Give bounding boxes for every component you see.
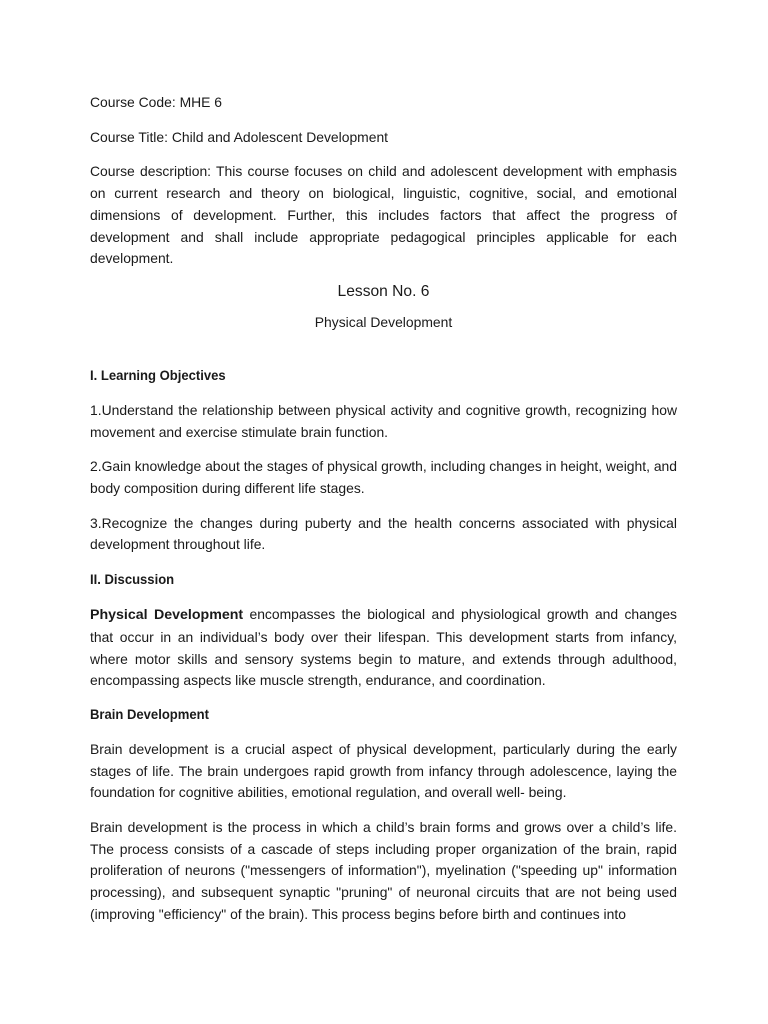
lesson-number: Lesson No. 6 (337, 282, 430, 300)
objective-item-1: 1.Understand the relationship between physical activity and cognitive growth, recognizing how movement and exercise stimulate brain function. (90, 401, 677, 440)
document-body (90, 92, 677, 939)
physical-development-paragraph (90, 604, 677, 692)
brain-development-paragraph-1: Brain development is a crucial aspect of physical development, particularly during the early stages of life. The brain undergoes rapid growth from infancy through adolescence, laying the foundation for cognitive abilities, emotional regulation, and overall well- being. (90, 740, 677, 801)
objective-item-3: 3.Recognize the changes during puberty and the health concerns associated with physical development throughout life. (90, 514, 677, 553)
discussion-heading: II. Discussion (90, 572, 175, 589)
brain-development-paragraph-2: Brain development is the process in which a child’s brain forms and grows over a child’s life. The process consists of a cascade of steps including proper organization of the brain, rapid proliferation of neurons ("messengers of information"), myelination ("speeding up" information processing), and subsequent synaptic "pruning" of neuronal circuits that are not being used (improving "efficiency" of the brain). This process begins before birth and continues into (90, 819, 677, 922)
objectives-heading: I. Learning Objectives (90, 367, 226, 384)
physical-development-text: encompasses the biological and physiological growth and changes that occur in an individual’s body over their lifespan. This development starts from infancy, where motor skills and sensory systems begin to mature, and extends through adulthood, encompassing aspects like muscle strength, endurance, and coordination. (90, 606, 677, 689)
brain-development-heading: Brain Development (90, 706, 209, 723)
physical-development-term: Physical Development (90, 607, 244, 624)
course-description: Course description: This course focuses on child and adolescent development with emphasis on current research and theory on biological, linguistic, cognitive, social, and emotional dimensions of development. Further, this includes factors that affect the progress of development and shall include appropriate pedagogical principles applicable for each development. (90, 163, 677, 267)
course-title: Course Title: Child and Adolescent Development (90, 128, 389, 145)
course-code: Course Code: MHE 6 (90, 94, 223, 110)
lesson-title: Physical Development (314, 313, 453, 330)
objective-item-2: 2.Gain knowledge about the stages of physical growth, including changes in height, weight, and body composition during different life stages. (90, 458, 677, 497)
